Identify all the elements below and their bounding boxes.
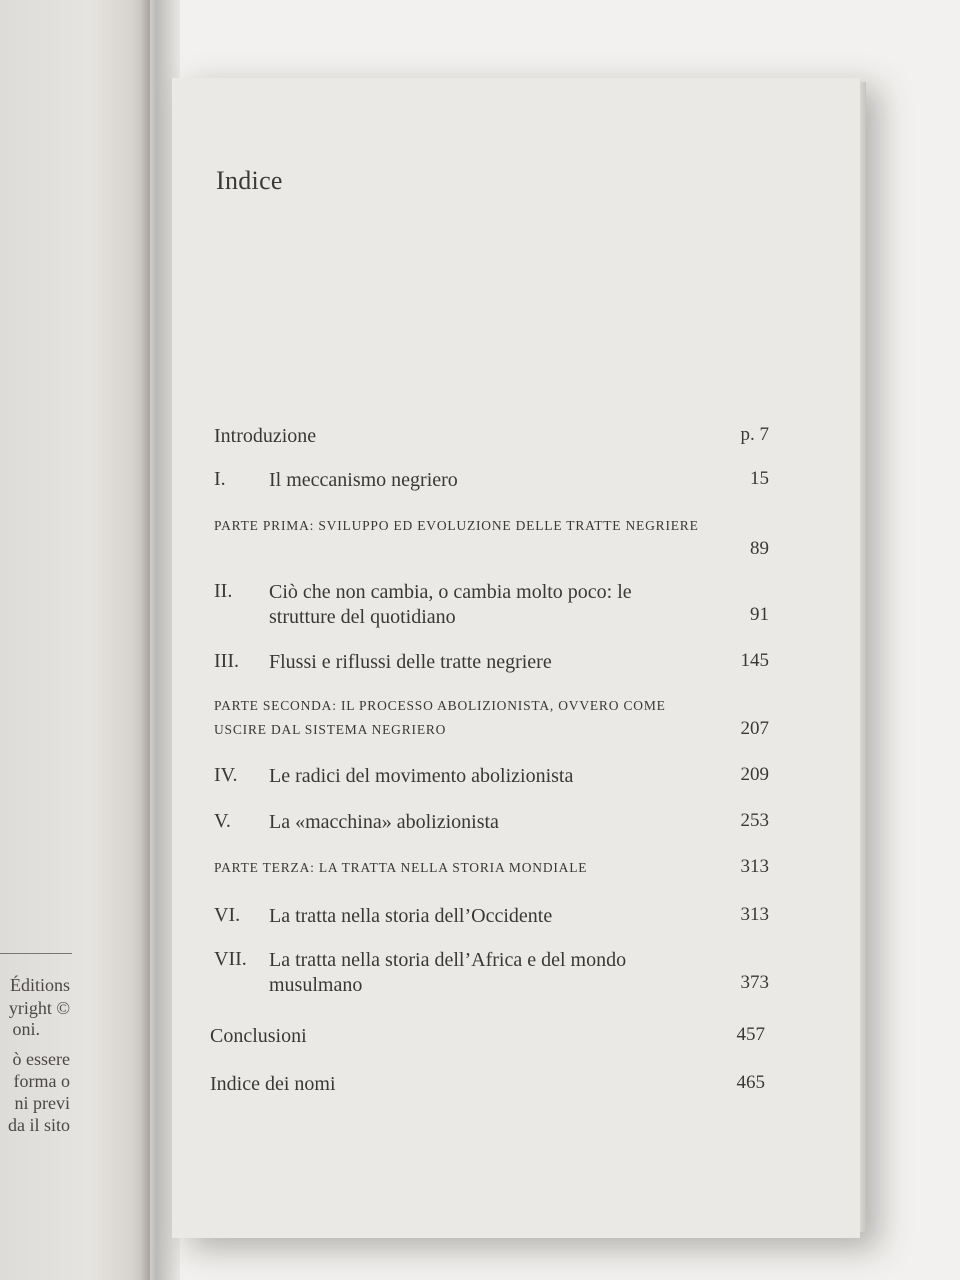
toc-chapter-number: IV. (214, 764, 238, 786)
left-page-fragment: forma o (13, 1071, 70, 1091)
toc-page-number: 373 (740, 972, 769, 993)
left-facing-page (0, 0, 150, 1280)
index-heading: Indice (216, 166, 283, 195)
toc-page-number: 91 (750, 604, 769, 625)
toc-entry-title: Introduzione (214, 425, 317, 447)
toc-chapter-entry (214, 948, 769, 1000)
right-page (172, 78, 860, 1238)
toc-chapter-entry (214, 810, 769, 862)
toc-chapter-number: V. (214, 810, 231, 832)
toc-entry-title: Ciò che non cambia, o cambia molto poco: le strutture del quotidiano (269, 581, 632, 628)
toc-page-number: 313 (740, 856, 769, 877)
left-page-fragment: yright © (8, 998, 70, 1018)
toc-part-entry (214, 856, 769, 908)
toc-entry (210, 1072, 765, 1124)
toc-chapter-entry (214, 468, 769, 520)
toc-page-number: 207 (740, 718, 769, 739)
left-page-rule (0, 953, 72, 954)
toc-page-number: 457 (736, 1024, 765, 1045)
page-edge (860, 82, 866, 1232)
toc-entry-title: Conclusioni (210, 1025, 307, 1047)
left-page-fragment: ò essere (12, 1049, 70, 1069)
toc-entry-title: Le radici del movimento abolizionista (269, 765, 574, 787)
toc-entry-title: La tratta nella storia dell’Africa e del mondo musulmano (269, 949, 627, 996)
toc-page-number: 209 (740, 764, 769, 785)
toc-entry-title: La tratta nella storia dell’Occidente (269, 905, 553, 927)
toc-page-number: 313 (740, 904, 769, 925)
toc-chapter-number: VII. (214, 948, 247, 970)
toc-chapter-number: VI. (214, 904, 241, 926)
toc-page-number: 253 (740, 810, 769, 831)
toc-entry-title: PARTE SECONDA: IL PROCESSO ABOLIZIONISTA, OVVERO COME USCIRE DAL SISTEMA NEGRIERO (214, 698, 666, 737)
toc-part-entry (214, 514, 769, 566)
toc-entry-title: Flussi e riflussi delle tratte negriere (269, 651, 552, 673)
toc-chapter-number: I. (214, 468, 226, 490)
toc-chapter-number: II. (214, 580, 233, 602)
toc-page-number: 145 (740, 650, 769, 671)
toc-chapter-entry (214, 580, 769, 632)
toc-entry-title: PARTE PRIMA: SVILUPPO ED EVOLUZIONE DELLE TRATTE NEGRIERE (214, 518, 699, 533)
toc-entry (210, 1024, 765, 1076)
toc-chapter-number: III. (214, 650, 239, 672)
left-page-fragment: ni previ (14, 1093, 70, 1113)
toc-entry-title: La «macchina» abolizionista (269, 811, 499, 833)
toc-entry-title: PARTE TERZA: LA TRATTA NELLA STORIA MONDIALE (214, 860, 588, 875)
left-page-fragment: oni. (12, 1019, 40, 1039)
toc-entry-title: Indice dei nomi (210, 1073, 336, 1095)
toc-entry-title: Il meccanismo negriero (269, 469, 458, 491)
toc-page-number: 15 (750, 468, 769, 489)
table-of-contents (172, 78, 860, 1238)
toc-page-number: 465 (736, 1072, 765, 1093)
toc-chapter-entry (214, 764, 769, 816)
left-page-fragment: da il sito (8, 1115, 70, 1135)
toc-page-number: 89 (750, 538, 769, 559)
toc-page-number: p. 7 (740, 424, 769, 445)
left-page-fragment: Éditions (9, 975, 70, 995)
toc-part-entry (214, 694, 769, 746)
